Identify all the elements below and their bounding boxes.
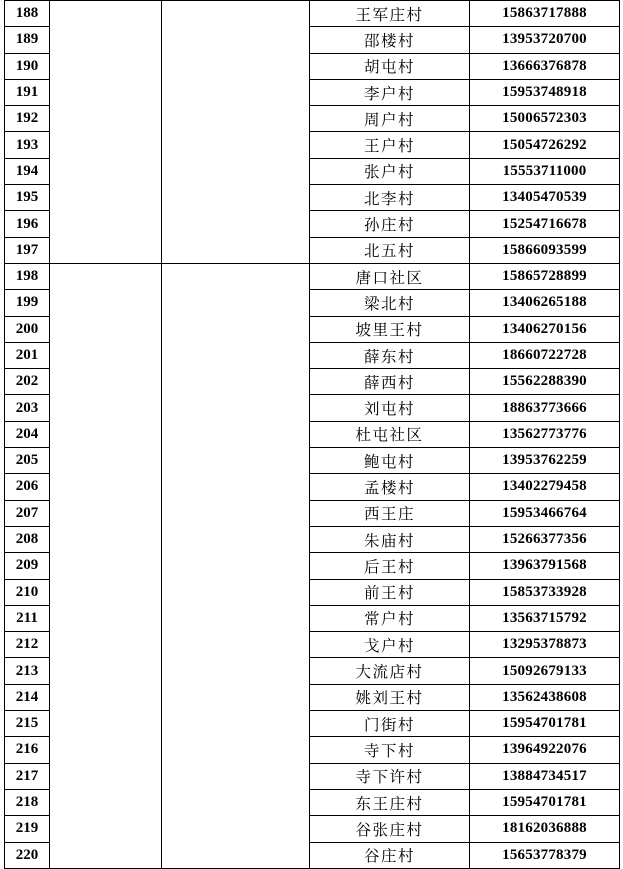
row-village: 孟楼村 (310, 474, 470, 500)
row-index: 190 (5, 53, 50, 79)
row-index: 203 (5, 395, 50, 421)
row-village: 谷张庄村 (310, 816, 470, 842)
row-village: 张户村 (310, 158, 470, 184)
group-cell-blank-2b (162, 263, 310, 868)
row-phone: 13953762259 (470, 448, 620, 474)
group-cell-blank-1b (162, 1, 310, 264)
row-village: 王户村 (310, 132, 470, 158)
row-index: 202 (5, 369, 50, 395)
row-village: 谷庄村 (310, 842, 470, 868)
row-village: 东王庄村 (310, 789, 470, 815)
row-index: 196 (5, 211, 50, 237)
row-phone: 15006572303 (470, 106, 620, 132)
row-index: 193 (5, 132, 50, 158)
row-village: 戈户村 (310, 632, 470, 658)
table-body (5, 1, 620, 869)
row-index: 198 (5, 263, 50, 289)
row-index: 212 (5, 632, 50, 658)
group-cell-blank-1a (50, 1, 162, 264)
row-village: 寺下村 (310, 737, 470, 763)
row-phone: 18660722728 (470, 342, 620, 368)
row-phone: 13406270156 (470, 316, 620, 342)
table-row (5, 263, 620, 289)
row-index: 210 (5, 579, 50, 605)
row-village: 北李村 (310, 185, 470, 211)
row-phone: 15866093599 (470, 237, 620, 263)
row-village: 薛东村 (310, 342, 470, 368)
row-village: 薛西村 (310, 369, 470, 395)
row-phone: 15954701781 (470, 789, 620, 815)
row-phone: 13295378873 (470, 632, 620, 658)
row-village: 孙庄村 (310, 211, 470, 237)
row-index: 213 (5, 658, 50, 684)
row-index: 204 (5, 421, 50, 447)
row-phone: 15863717888 (470, 1, 620, 27)
row-village: 寺下许村 (310, 763, 470, 789)
row-phone: 18863773666 (470, 395, 620, 421)
row-phone: 15254716678 (470, 211, 620, 237)
row-index: 194 (5, 158, 50, 184)
row-village: 杜屯社区 (310, 421, 470, 447)
row-index: 209 (5, 553, 50, 579)
row-village: 门街村 (310, 711, 470, 737)
table-row (5, 1, 620, 27)
row-index: 220 (5, 842, 50, 868)
row-phone: 15092679133 (470, 658, 620, 684)
row-village: 鲍屯村 (310, 448, 470, 474)
row-village: 李户村 (310, 79, 470, 105)
row-index: 197 (5, 237, 50, 263)
row-village: 西王庄 (310, 500, 470, 526)
row-phone: 15865728899 (470, 263, 620, 289)
row-village: 北五村 (310, 237, 470, 263)
row-village: 王军庄村 (310, 1, 470, 27)
row-village: 梁北村 (310, 290, 470, 316)
row-phone: 13402279458 (470, 474, 620, 500)
row-village: 姚刘王村 (310, 684, 470, 710)
group-cell-blank-2a (50, 263, 162, 868)
row-index: 216 (5, 737, 50, 763)
row-phone: 13405470539 (470, 185, 620, 211)
row-index: 217 (5, 763, 50, 789)
row-village: 唐口社区 (310, 263, 470, 289)
row-phone: 15562288390 (470, 369, 620, 395)
row-phone: 13666376878 (470, 53, 620, 79)
row-index: 205 (5, 448, 50, 474)
row-index: 207 (5, 500, 50, 526)
row-village: 坡里王村 (310, 316, 470, 342)
row-index: 189 (5, 27, 50, 53)
row-index: 218 (5, 789, 50, 815)
row-phone: 15266377356 (470, 526, 620, 552)
row-phone: 13963791568 (470, 553, 620, 579)
row-phone: 13562773776 (470, 421, 620, 447)
row-phone: 15653778379 (470, 842, 620, 868)
row-village: 后王村 (310, 553, 470, 579)
row-phone: 13884734517 (470, 763, 620, 789)
row-index: 200 (5, 316, 50, 342)
row-index: 215 (5, 711, 50, 737)
row-phone: 13964922076 (470, 737, 620, 763)
row-phone: 15953466764 (470, 500, 620, 526)
row-phone: 13563715792 (470, 605, 620, 631)
row-phone: 15054726292 (470, 132, 620, 158)
row-index: 188 (5, 1, 50, 27)
row-phone: 15953748918 (470, 79, 620, 105)
row-village: 朱庙村 (310, 526, 470, 552)
row-index: 201 (5, 342, 50, 368)
row-phone: 18162036888 (470, 816, 620, 842)
row-index: 191 (5, 79, 50, 105)
row-village: 胡屯村 (310, 53, 470, 79)
row-village: 邵楼村 (310, 27, 470, 53)
row-index: 195 (5, 185, 50, 211)
row-village: 大流店村 (310, 658, 470, 684)
row-phone: 13562438608 (470, 684, 620, 710)
row-phone: 13953720700 (470, 27, 620, 53)
row-village: 周户村 (310, 106, 470, 132)
row-index: 214 (5, 684, 50, 710)
row-index: 211 (5, 605, 50, 631)
row-village: 刘屯村 (310, 395, 470, 421)
row-index: 192 (5, 106, 50, 132)
row-phone: 15954701781 (470, 711, 620, 737)
row-index: 206 (5, 474, 50, 500)
row-index: 208 (5, 526, 50, 552)
row-index: 199 (5, 290, 50, 316)
row-phone: 15553711000 (470, 158, 620, 184)
row-phone: 13406265188 (470, 290, 620, 316)
row-phone: 15853733928 (470, 579, 620, 605)
row-village: 前王村 (310, 579, 470, 605)
row-village: 常户村 (310, 605, 470, 631)
row-index: 219 (5, 816, 50, 842)
village-contact-table (4, 0, 620, 869)
